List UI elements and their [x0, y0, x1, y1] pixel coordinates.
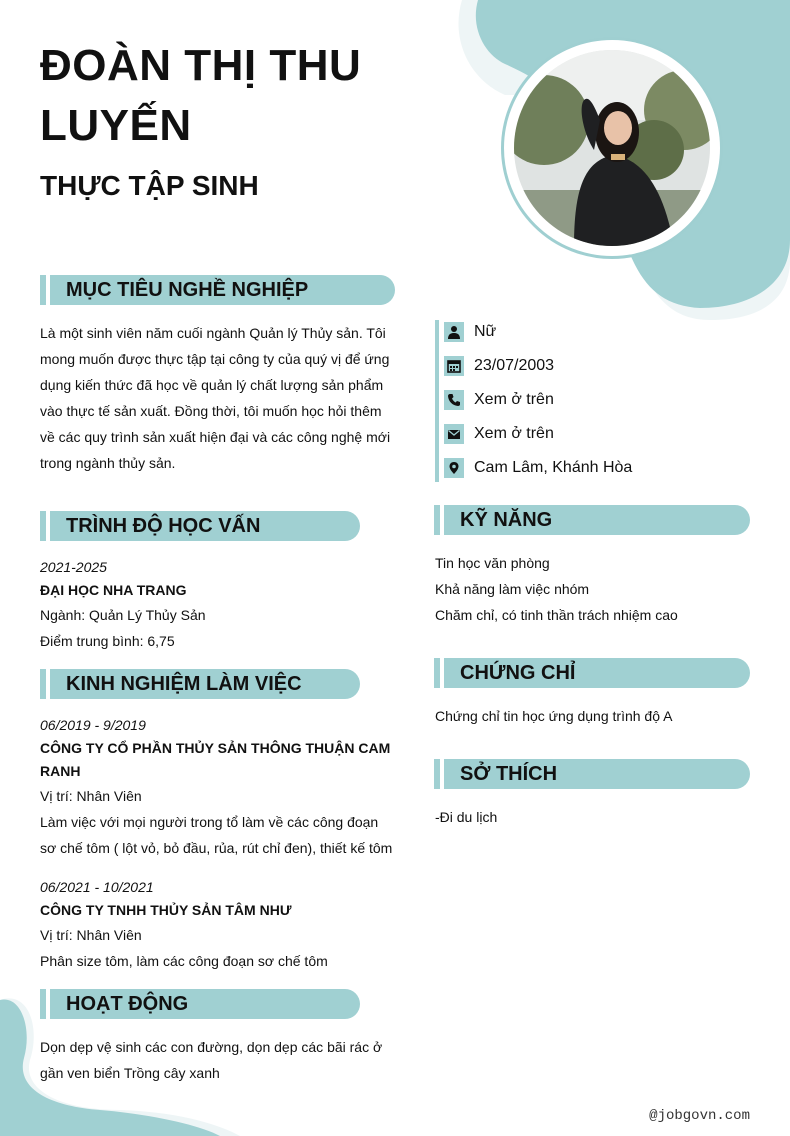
footer-watermark: @jobgovn.com	[649, 1108, 750, 1124]
job-period: 06/2021 - 10/2021	[40, 879, 154, 895]
hobbies-text: -Đi du lịch	[435, 809, 498, 825]
list-item: Khả năng làm việc nhóm	[435, 581, 590, 597]
skills-title: KỸ NĂNG	[460, 509, 553, 531]
job-description: Làm việc với mọi người trong tổ làm về các công đoạn sơ chế tôm ( lột vỏ, bỏ đầu, rủa, rút chỉ đen), thiết kế tôm	[40, 814, 393, 856]
contact-accent-bar	[435, 320, 439, 482]
certificates-text: Chứng chỉ tin học ứng dụng trình độ A	[435, 708, 673, 724]
section-header-certificates	[444, 658, 750, 688]
job-company: CÔNG TY CỔ PHẦN THỦY SẢN THÔNG THUẬN CAM RANH	[40, 740, 391, 779]
section-header-hobbies	[444, 759, 750, 789]
section-header-education	[50, 511, 360, 541]
job-company: CÔNG TY TNHH THỦY SẢN TÂM NHƯ	[40, 902, 292, 918]
profile-photo	[514, 50, 710, 246]
education-title: TRÌNH ĐỘ HỌC VẤN	[66, 515, 261, 537]
education-period: 2021-2025	[40, 559, 107, 575]
phone-value[interactable]: Xem ở trên	[474, 391, 554, 408]
contact-gender	[444, 321, 496, 343]
section-header-skills	[444, 505, 750, 535]
email-value[interactable]: Xem ở trên	[474, 425, 554, 442]
contact-phone	[444, 389, 554, 411]
email-icon	[444, 424, 464, 444]
experience-entry	[40, 876, 395, 974]
job-description: Phân size tôm, làm các công đoạn sơ chế tôm	[40, 953, 328, 969]
phone-icon	[444, 390, 464, 410]
education-gpa: Điểm trung bình: 6,75	[40, 633, 175, 649]
section-header-experience	[50, 669, 360, 699]
skills-list	[435, 550, 755, 628]
section-header-activities	[50, 989, 360, 1019]
experience-entry	[40, 714, 395, 861]
objective-text: Là một sinh viên năm cuối ngành Quản lý Thủy sản. Tôi mong muốn được thực tập tại công ty của quý vị để ứng dụng kiến thức đã học về quản lý chất lượng sản phẩm vào thực tế sản xuất. Đồng thời, tôi muốn học hỏi thêm về các quy trình sản xuất hiện đại và các công nghệ mới trong ngành thủy sản.	[40, 325, 391, 471]
education-major: Ngành: Quản Lý Thủy Sản	[40, 607, 206, 623]
activities-text: Dọn dẹp vệ sinh các con đường, dọn dẹp các bãi rác ở gần ven biển Trồng cây xanh	[40, 1039, 383, 1081]
hobbies-title: SỞ THÍCH	[460, 763, 558, 785]
certificates-title: CHỨNG CHỈ	[460, 662, 576, 684]
birthday-value: 23/07/2003	[474, 357, 555, 374]
calendar-icon	[444, 356, 464, 376]
education-school: ĐẠI HỌC NHA TRANG	[40, 582, 187, 598]
education-entry	[40, 556, 395, 654]
activities-title: HOẠT ĐỘNG	[66, 993, 189, 1015]
section-header-objective	[50, 275, 395, 305]
candidate-role: THỰC TẬP SINH	[40, 170, 259, 201]
address-value: Cam Lâm, Khánh Hòa	[474, 459, 633, 476]
job-period: 06/2019 - 9/2019	[40, 717, 146, 733]
contact-birthday	[444, 355, 554, 377]
job-position: Vị trí: Nhân Viên	[40, 788, 142, 804]
objective-title: MỤC TIÊU NGHỀ NGHIỆP	[66, 279, 309, 301]
list-item: Tin học văn phòng	[435, 555, 550, 571]
experience-title: KINH NGHIỆM LÀM VIỆC	[66, 673, 302, 695]
contact-address	[444, 457, 632, 479]
job-position: Vị trí: Nhân Viên	[40, 927, 142, 943]
location-pin-icon	[444, 458, 464, 478]
candidate-name: ĐOÀN THỊ THU LUYẾN	[40, 41, 362, 150]
person-icon	[444, 322, 464, 342]
gender-value: Nữ	[474, 323, 497, 340]
list-item: Chăm chỉ, có tinh thần trách nhiệm cao	[435, 607, 678, 623]
contact-email	[444, 423, 554, 445]
